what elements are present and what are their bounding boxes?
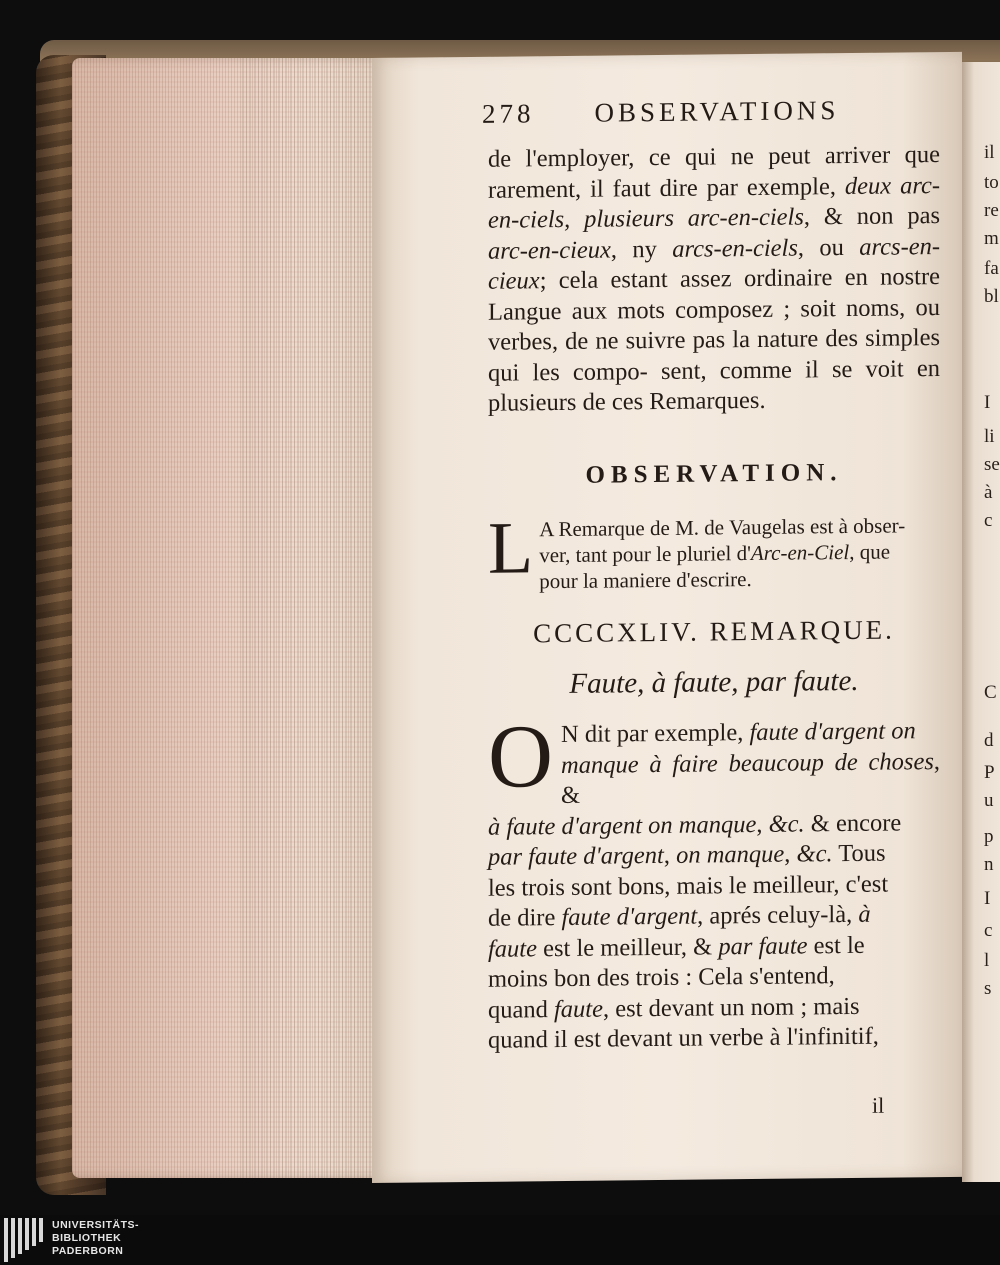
page-edges: [72, 58, 392, 1178]
facing-page-fragment: s: [984, 978, 992, 999]
body-italic: par faute: [718, 931, 808, 960]
body-text: N dit par exemple,: [561, 719, 750, 749]
body-italic: faute: [488, 934, 537, 963]
para-italic: arcs-en-ciels: [672, 234, 798, 263]
book-page: [372, 52, 962, 1183]
observation-dropcap: L: [488, 507, 534, 590]
body-text: est le meilleur, &: [537, 932, 719, 962]
obs-italic: Arc-en-Ciel: [750, 540, 850, 566]
facing-page-fragment: u: [984, 790, 994, 811]
remarque-subheading: Faute, à faute, par faute.: [569, 664, 859, 700]
body-text: ,: [756, 810, 769, 838]
opening-paragraph: [488, 140, 940, 419]
facing-page-fragment: to: [984, 172, 999, 193]
body-italic: faute d'argent on: [749, 717, 916, 747]
page-number: 278: [482, 98, 535, 129]
obs-line: A Remarque de M. de Vaugelas est à obser-: [539, 513, 906, 542]
body-italic: par faute d'argent: [488, 841, 664, 871]
obs-line: ver, tant pour le pluriel d': [539, 541, 751, 568]
library-logo-icon: [4, 1218, 46, 1262]
facing-page-fragment: p: [984, 826, 994, 847]
body-text: & encore: [804, 808, 902, 837]
facing-page-fragment: re: [984, 200, 999, 221]
facing-page-fragment: c: [984, 920, 993, 941]
body-italic: manque à faire beaucoup de choses: [561, 747, 934, 779]
facing-page-fragment: bl: [984, 286, 999, 307]
body-text: de dire: [488, 904, 562, 932]
facing-page-fragment: d: [984, 730, 994, 751]
body-text: quand il est devant un verbe à l'infinitif,: [488, 1022, 879, 1054]
body-text: ,: [784, 840, 797, 868]
body-text: , est devant un nom ; mais: [603, 992, 860, 1023]
running-title: OBSERVATIONS: [594, 95, 840, 128]
para-line: , ou: [797, 233, 844, 262]
body-text: , &: [561, 747, 940, 810]
body-text: ,: [663, 841, 677, 869]
facing-page-fragment: l: [984, 950, 990, 971]
observation-heading: OBSERVATION.: [585, 459, 843, 489]
para-italic: arc-en-cieux: [488, 235, 611, 265]
library-footer: [0, 1215, 1000, 1265]
remarque-dropcap: O: [488, 707, 553, 807]
body-text: Tous: [832, 839, 886, 868]
body-text: quand: [488, 995, 554, 1024]
para-italic: deux: [844, 172, 892, 200]
observation-text: [488, 507, 940, 595]
remarque-body: [488, 707, 940, 1056]
para-line: pas: [907, 202, 941, 230]
para-line: Remarques.: [649, 386, 766, 416]
para-italic: arc-en-ciels, plusieurs arc-en-ciels: [488, 171, 940, 234]
running-head: [482, 94, 902, 129]
facing-page-fragment: c: [984, 510, 993, 531]
facing-page-fragment: fa: [984, 258, 999, 279]
facing-page-fragment: li: [984, 426, 995, 447]
facing-page-fragment: n: [984, 854, 994, 875]
library-name-line: UNIVERSITÄTS-: [52, 1219, 140, 1231]
obs-line: pour la maniere d'escrire.: [539, 567, 752, 594]
facing-page-fragment: à: [984, 482, 993, 503]
body-italic: on manque: [676, 840, 785, 869]
library-name-line: PADERBORN: [52, 1245, 124, 1257]
para-line: rarement, il faut dire par exemple,: [488, 172, 845, 204]
remarque-heading: CCCCXLIV. REMARQUE.: [533, 614, 895, 649]
body-italic: &c.: [796, 840, 833, 868]
facing-page-fragment: se: [984, 454, 1000, 475]
library-name: [52, 1219, 139, 1258]
body-italic: faute: [554, 995, 603, 1023]
para-line: sent, comme il se voit en plusieurs de ces: [488, 354, 940, 417]
facing-page-fragment: P: [984, 762, 995, 783]
catchword: il: [872, 1092, 885, 1118]
para-line: soit noms, ou verbes, de ne suivre: [488, 293, 940, 356]
para-line: ; cela estant assez ordinaire: [539, 264, 833, 295]
facing-page-edge: [962, 62, 1000, 1182]
facing-page-fragment: I: [984, 392, 991, 413]
body-italic: faute d'argent: [561, 902, 698, 932]
facing-page-fragment: m: [984, 228, 999, 249]
para-line: pas la nature des simples qui les compo-: [488, 324, 940, 387]
body-italic: à: [858, 900, 871, 928]
facing-page-fragment: I: [984, 888, 991, 909]
body-italic: à faute d'argent on manque: [488, 810, 757, 841]
para-line: de l'employer, ce qui ne peut arriver que: [488, 141, 940, 173]
para-italic: arcs-en-cieux: [488, 232, 941, 295]
facing-page-fragment: C: [984, 682, 997, 703]
facing-page-fragment: il: [984, 142, 995, 163]
para-line: , & non: [803, 202, 894, 231]
body-text: les trois sont bons, mais le meilleur, c'est: [488, 870, 889, 902]
library-name-line: BIBLIOTHEK: [52, 1232, 122, 1244]
para-line: , ny: [610, 235, 673, 263]
body-text: , aprés celuy-là,: [697, 900, 859, 930]
body-italic: &c.: [768, 809, 805, 838]
body-text: moins bon des trois : Cela s'entend,: [488, 962, 835, 993]
body-text: est le: [807, 931, 865, 959]
para-line: en nostre Langue aux mots composez ;: [488, 263, 941, 326]
obs-line: , que: [849, 539, 891, 565]
